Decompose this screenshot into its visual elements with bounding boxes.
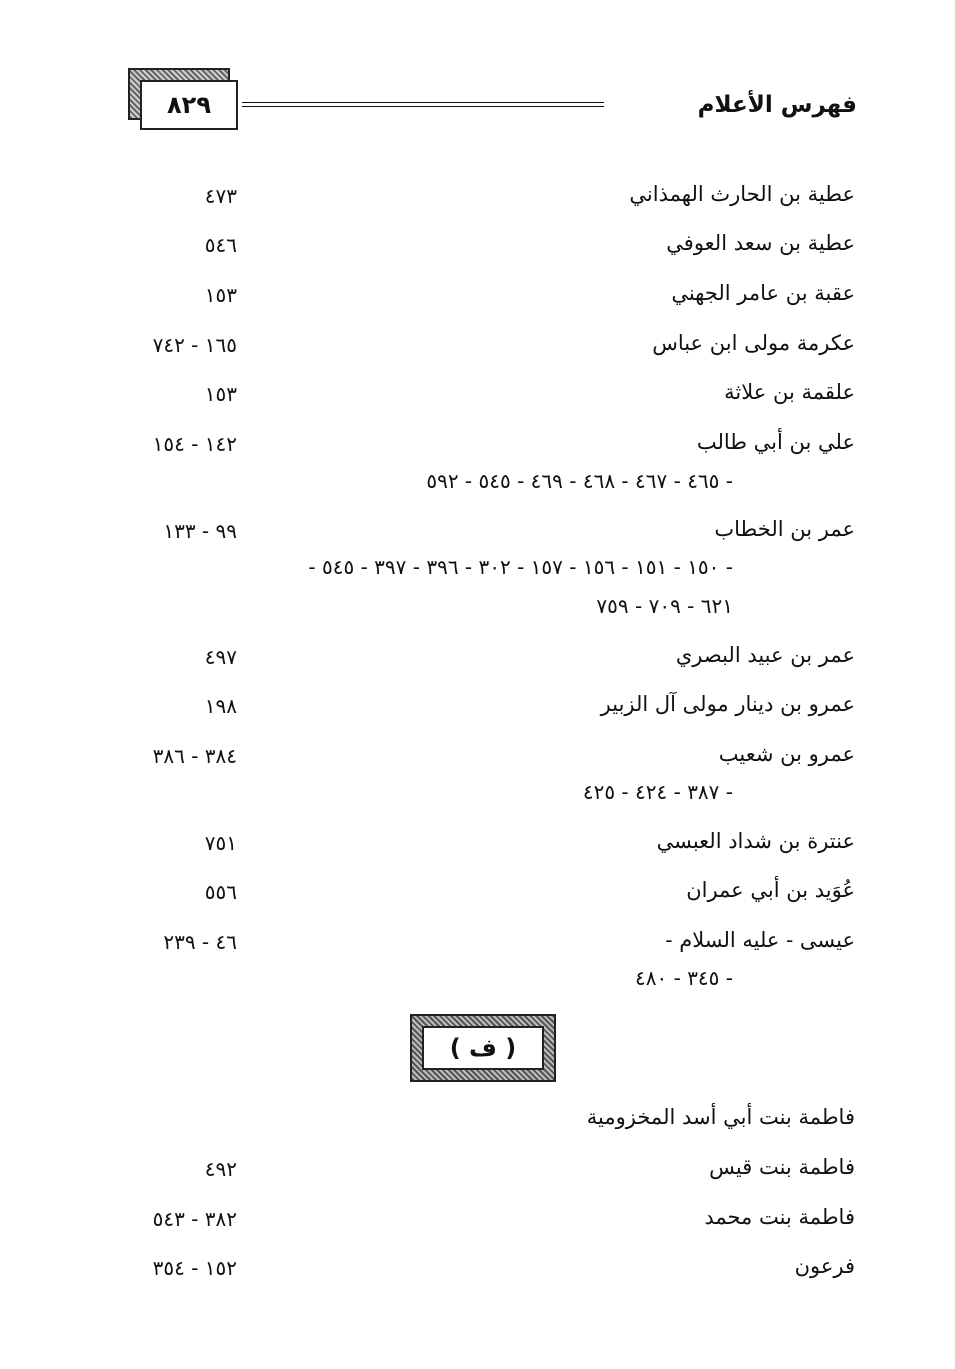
index-entry-pages: ١٩٨ [204,694,237,718]
section-heading: ( ف ) [422,1026,544,1070]
index-entry-pages-continuation: - ٣٨٧ - ٤٢٤ - ٤٢٥ [582,780,733,804]
page-number-box [128,68,238,128]
index-entry-name: عنترة بن شداد العبسي [656,829,855,853]
index-entry-pages: ٣٨٤ - ٣٨٦ [152,744,237,768]
index-entry-pages: ٩٩ - ١٣٣ [163,519,237,543]
index-entry-name: عمر بن الخطاب [714,517,855,541]
index-entry-name: عطية بن سعد العوفي [666,231,855,255]
header-rule [242,102,604,107]
index-entry-pages: ١٥٢ - ٣٥٤ [152,1256,237,1280]
index-entry-name: عمر بن عبيد البصري [675,643,855,667]
index-entry-name: علقمة بن علاثة [724,380,855,404]
index-entry-name: علي بن أبي طالب [696,430,855,454]
index-entry-pages: ١٤٢ - ١٥٤ [152,432,237,456]
index-entry-name: فاطمة بنت أبي أسد المخزومية [586,1105,855,1129]
index-entry-name: فرعون [794,1254,855,1278]
index-entry-name: عمرو بن دينار مولى آل الزبير [600,692,855,716]
index-entry-name: عمرو بن شعيب [718,742,855,766]
index-entry-name: عقبة بن عامر الجهني [671,281,855,305]
index-entry-name: فاطمة بنت محمد [704,1205,855,1229]
section-heading-box [410,1014,556,1082]
page-number: ٨٢٩ [140,80,238,130]
index-entry-pages-continuation: - ٣٤٥ - ٤٨٠ [635,966,733,990]
index-entry-pages: ٣٨٢ - ٥٤٣ [152,1207,237,1231]
index-entry-pages: ٥٤٦ [204,233,237,257]
index-entry-pages-continuation: ٦٢١ - ٧٠٩ - ٧٥٩ [596,594,733,618]
index-entry-pages: ٤٦ - ٢٣٩ [163,930,237,954]
index-entry-pages: ٤٩٢ [204,1157,237,1181]
index-entry-name: عيسى - عليه السلام - [665,928,855,952]
index-entry-name: عكرمة مولى ابن عباس [652,331,855,355]
index-entry-pages: ٥٥٦ [204,880,237,904]
index-entry-pages: ٤٩٧ [204,645,237,669]
index-entry-name: عطية بن الحارث الهمذاني [629,182,855,206]
index-entry-pages-continuation: - ٤٦٥ - ٤٦٧ - ٤٦٨ - ٤٦٩ - ٥٤٥ - ٥٩٢ [426,469,733,493]
index-entry-pages: ٧٥١ [204,831,237,855]
index-entry-name: عُوَيد بن أبي عمران [686,878,855,902]
index-entry-name: فاطمة بنت قيس [709,1155,855,1179]
index-entry-pages: ١٥٣ [204,283,237,307]
index-entry-pages: ١٦٥ - ٧٤٢ [152,333,237,357]
index-entry-pages-continuation: - ١٥٠ - ١٥١ - ١٥٦ - ١٥٧ - ٣٠٢ - ٣٩٦ - ٣٩٧ - ٥٤٥ - [308,555,733,579]
page-title: فهرس الأعلام [697,92,857,118]
index-entry-pages: ٤٧٣ [204,184,237,208]
index-entry-pages: ١٥٣ [204,382,237,406]
